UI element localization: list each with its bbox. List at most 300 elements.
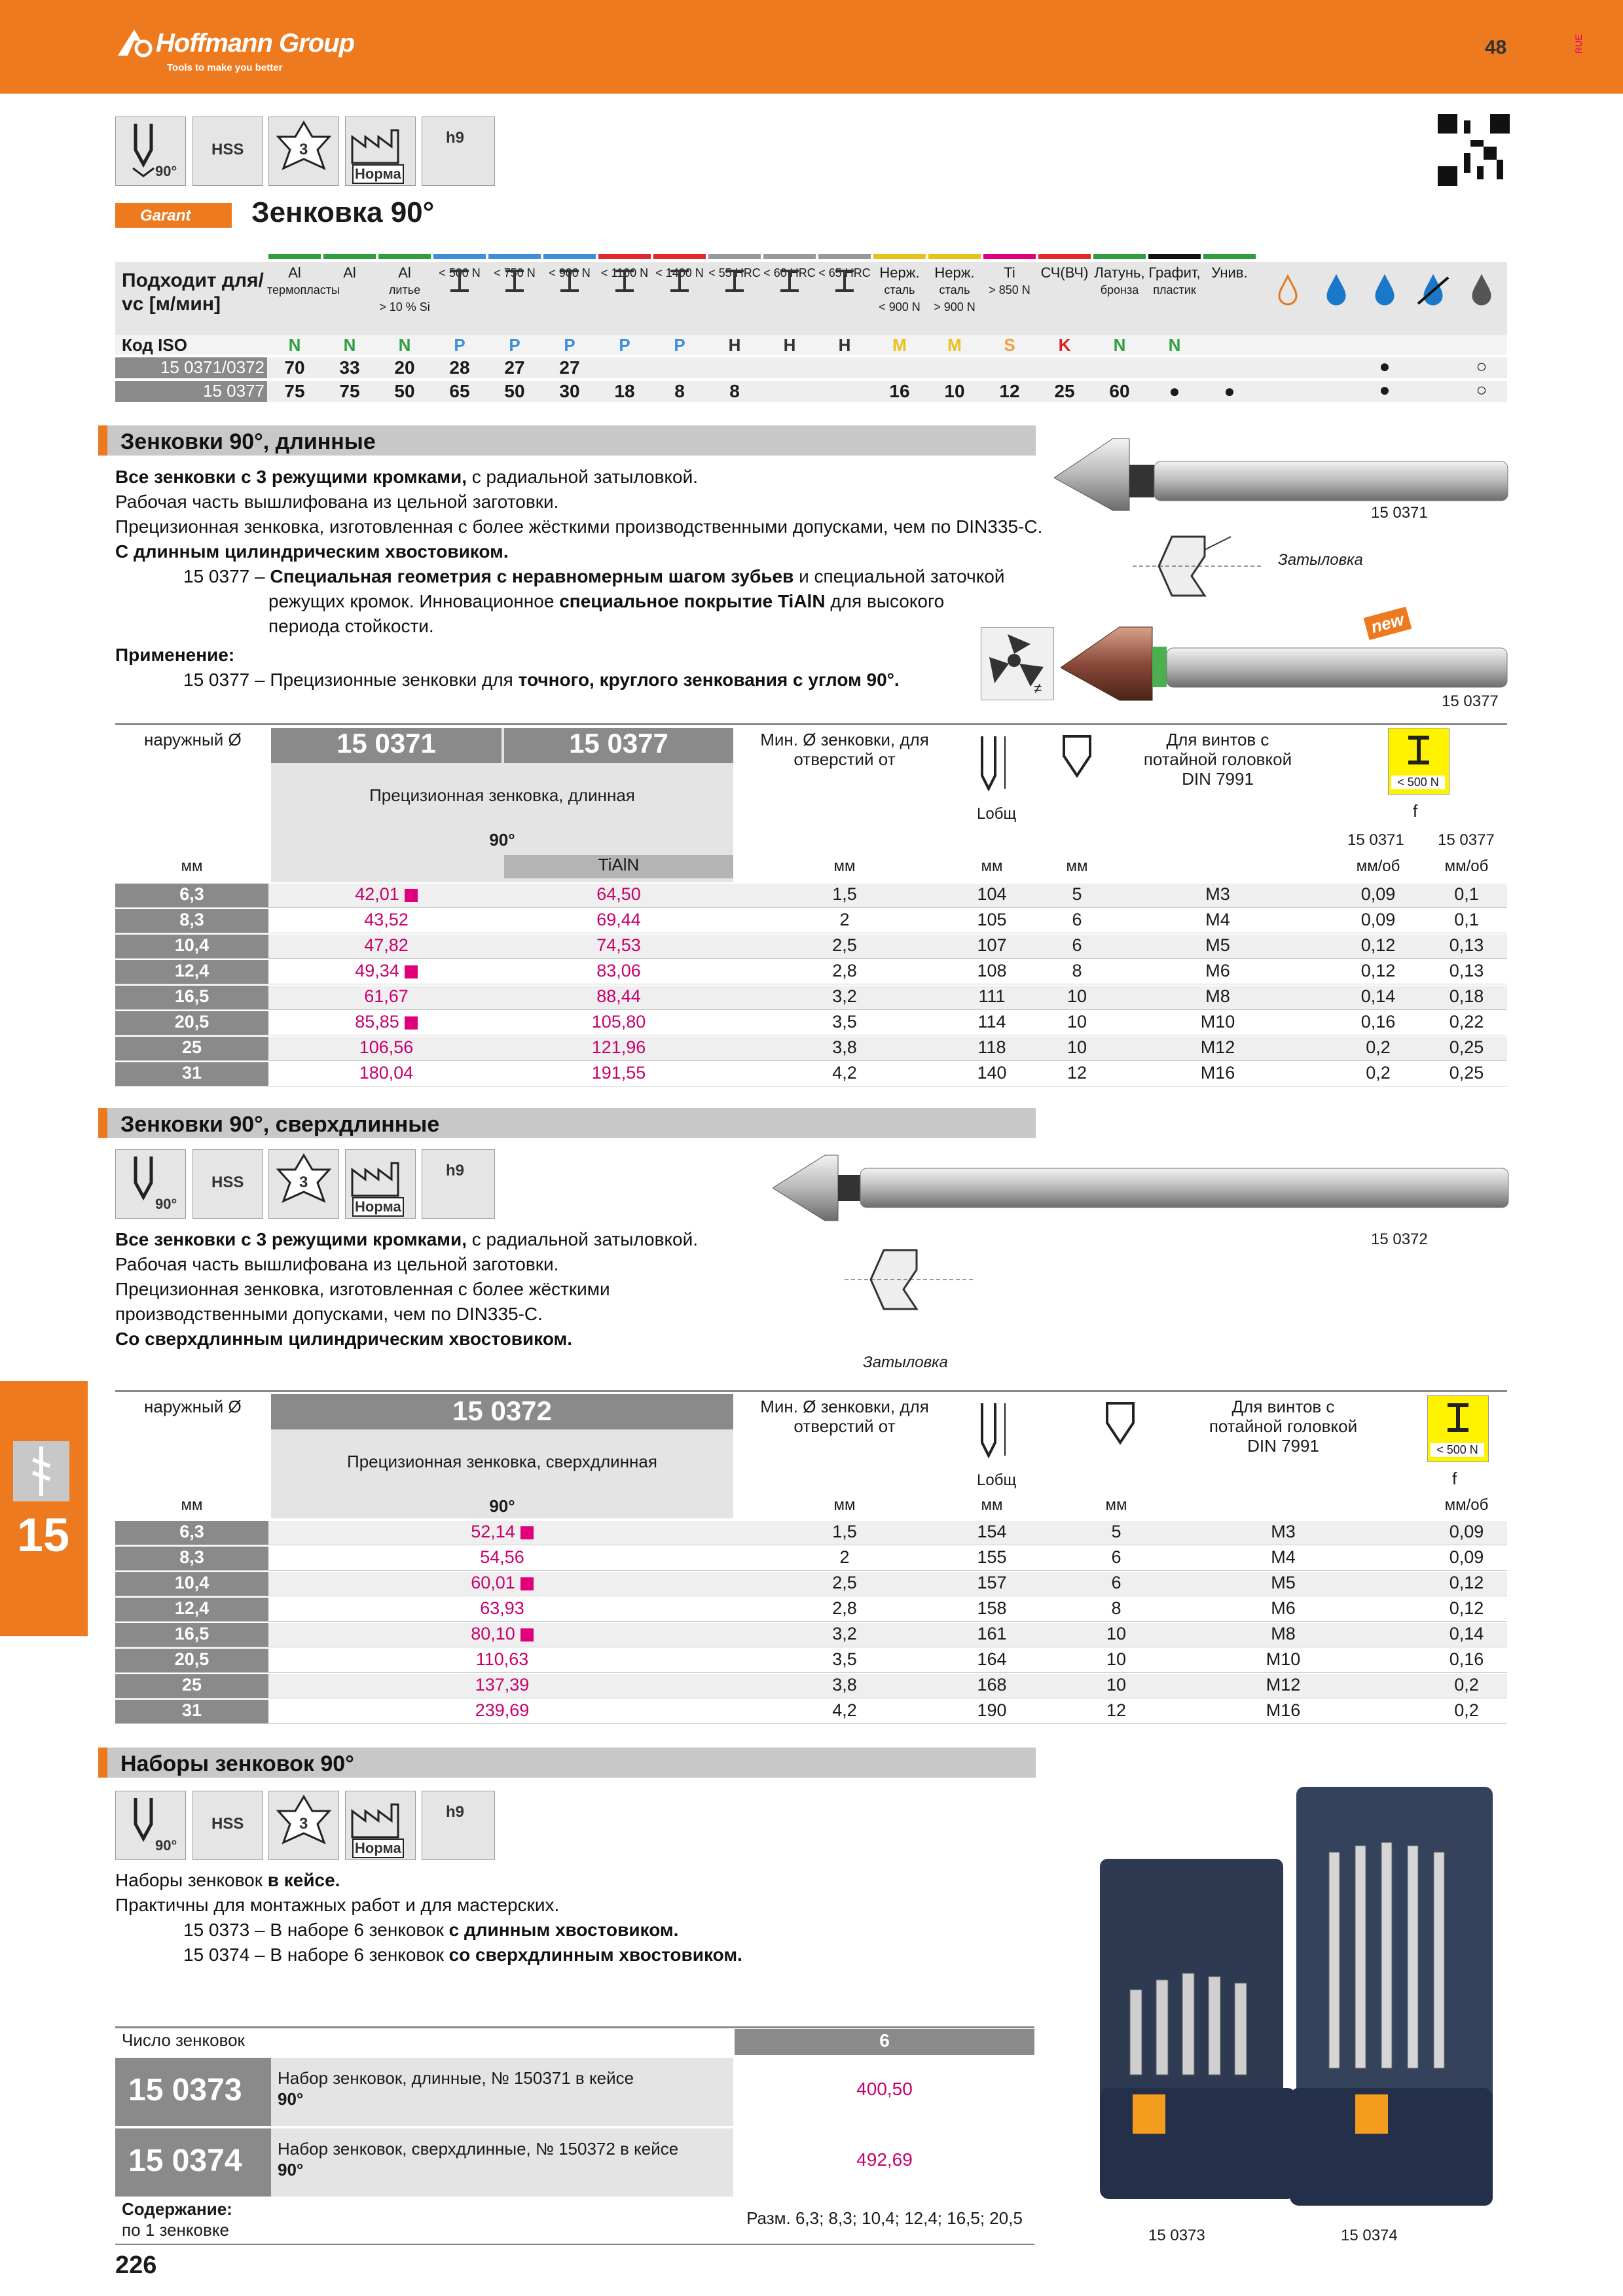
set1-desc: Набор зенковок, длинные, № 150371 в кейсе bbox=[278, 2068, 634, 2088]
t2-outer-label: наружный Ø bbox=[144, 1397, 242, 1416]
countersink-diameter-value: 10 bbox=[1106, 1624, 1127, 1643]
row1-label: 15 0371/0372 bbox=[160, 357, 264, 377]
iso-code: P bbox=[564, 335, 575, 355]
screw-size bbox=[1198, 1649, 1368, 1670]
countersink-diameter-value: 10 bbox=[1067, 1037, 1087, 1057]
t1-outer-label: наружный Ø bbox=[144, 730, 242, 749]
price-150372 bbox=[271, 1624, 733, 1644]
angle-90-icon-3 bbox=[115, 1791, 186, 1860]
min-hole-diameter bbox=[759, 1012, 930, 1032]
steel-beam-icon bbox=[613, 268, 636, 293]
outer-diameter bbox=[115, 1649, 268, 1670]
countersink-case-sets-image bbox=[1074, 1780, 1519, 2225]
material-column-11 bbox=[872, 264, 927, 315]
t1-screw-label: Для винтов с потайной головкой DIN 7991 bbox=[1143, 730, 1292, 789]
material-color-1 bbox=[323, 254, 376, 259]
material-col-sub: термопласты bbox=[267, 283, 340, 296]
material-col-top: Унив. bbox=[1211, 264, 1248, 281]
iso-code: P bbox=[674, 335, 685, 355]
min-hole-diameter-value: 1,5 bbox=[832, 1522, 857, 1541]
total-length-value: 190 bbox=[977, 1700, 1007, 1720]
min-hole-diameter bbox=[759, 910, 930, 930]
min-hole-diameter bbox=[759, 1624, 930, 1644]
cutting-speed-value: 25 bbox=[1054, 381, 1075, 401]
flutes-count-2: 3 bbox=[299, 1174, 308, 1191]
flutes-count-3: 3 bbox=[299, 1815, 308, 1833]
total-length-value: 168 bbox=[977, 1675, 1007, 1695]
material-col-sub2: < 900 N bbox=[879, 300, 921, 314]
cutting-speed-value: ● bbox=[1169, 381, 1180, 401]
qr-code-icon[interactable] bbox=[1438, 114, 1510, 186]
cutting-speed-value: 75 bbox=[284, 381, 305, 401]
material-column-12 bbox=[927, 264, 982, 315]
angle-label-2: 90° bbox=[155, 1196, 177, 1212]
price-150371 bbox=[271, 884, 501, 905]
t1-f-col2: 15 0377 bbox=[1438, 831, 1495, 849]
set2-price: 492,69 bbox=[856, 2149, 913, 2170]
screw-size-value: M16 bbox=[1200, 1063, 1235, 1083]
total-length-value: 111 bbox=[978, 986, 1006, 1006]
total-length-value: 161 bbox=[977, 1624, 1007, 1643]
unit-label: мм bbox=[1066, 857, 1088, 875]
iso-code: N bbox=[398, 335, 411, 355]
relief-diagram-icon bbox=[1133, 517, 1264, 615]
material-color-8 bbox=[708, 254, 761, 259]
steel-beam-icon bbox=[668, 268, 691, 293]
screw-size bbox=[1139, 986, 1296, 1007]
s1-line1: с радиальной затыловкой. bbox=[466, 467, 699, 487]
hoffmann-logo-icon bbox=[115, 26, 154, 59]
tolerance-label: h9 bbox=[446, 129, 465, 147]
cutting-speed-value: 27 bbox=[559, 357, 580, 378]
s3-line1-bold: в кейсе. bbox=[267, 1870, 340, 1890]
material-color-4 bbox=[488, 254, 541, 259]
min-hole-diameter-value: 3,5 bbox=[832, 1012, 857, 1031]
min-hole-diameter-value: 2,8 bbox=[832, 961, 857, 980]
cutting-speed-value: 12 bbox=[999, 381, 1020, 401]
feed-150371-value: 0,09 bbox=[1360, 884, 1396, 904]
tolerance-icon-2 bbox=[422, 1149, 495, 1219]
min-hole-diameter bbox=[759, 1063, 930, 1083]
img-label-150372: 15 0372 bbox=[1371, 1230, 1428, 1248]
cutting-speed-value: ● bbox=[1224, 381, 1235, 401]
s3-line3-bold: с длинным хвостовиком. bbox=[448, 1920, 679, 1940]
material-color-9 bbox=[763, 254, 816, 259]
s1-line1-bold: Все зенковки с 3 режущими кромками, bbox=[115, 467, 467, 487]
img-label-150373: 15 0373 bbox=[1148, 2227, 1205, 2244]
price-150377 bbox=[504, 884, 733, 905]
total-length-value: 154 bbox=[977, 1522, 1007, 1541]
chapter-side-tab[interactable] bbox=[0, 1381, 88, 1636]
feed-150371-value: 0,2 bbox=[1366, 1037, 1391, 1057]
coolant-suitability: ● bbox=[1379, 380, 1391, 400]
min-hole-diameter bbox=[759, 1675, 930, 1695]
material-col-top: Графит, bbox=[1148, 264, 1201, 281]
countersink-diameter-value: 10 bbox=[1067, 986, 1087, 1006]
hss-label-3: HSS bbox=[211, 1815, 244, 1833]
feed-150372 bbox=[1427, 1624, 1506, 1644]
feed-150371-value: 0,09 bbox=[1360, 910, 1396, 929]
price-150371 bbox=[271, 1037, 501, 1058]
cutting-speed-value: 30 bbox=[559, 381, 580, 401]
material-col-sub2: < 1100 N bbox=[600, 266, 649, 279]
price-150371 bbox=[271, 1063, 501, 1083]
countersink-diameter-value: 6 bbox=[1072, 910, 1082, 929]
outer-diameter bbox=[115, 1573, 268, 1593]
screw-size bbox=[1139, 935, 1296, 956]
countersink-diameter-value: 5 bbox=[1111, 1522, 1122, 1541]
img-label-150374: 15 0374 bbox=[1341, 2227, 1398, 2244]
section-extralong-description bbox=[115, 1227, 835, 1352]
material-col-top: Латунь, bbox=[1094, 264, 1145, 281]
t1-coating: TiAlN bbox=[598, 855, 640, 874]
material-col-sub2: < 60 HRC bbox=[763, 266, 816, 279]
matrix-label-2: vc [м/мин] bbox=[122, 293, 221, 315]
material-col-sub2: > 850 N bbox=[989, 283, 1030, 296]
material-col-sub2: < 1400 N bbox=[655, 266, 704, 279]
feed-150371 bbox=[1336, 961, 1421, 981]
material-color-6 bbox=[598, 254, 651, 259]
total-length-value: 118 bbox=[977, 1037, 1006, 1057]
min-hole-diameter bbox=[759, 884, 930, 905]
material-color-5 bbox=[543, 254, 596, 259]
feed-150371 bbox=[1336, 1063, 1421, 1083]
feed-150377 bbox=[1427, 884, 1506, 905]
sets-top-rule bbox=[115, 2026, 1034, 2028]
min-hole-diameter-value: 2,8 bbox=[832, 1598, 857, 1618]
s3-line4: В наборе 6 зенковок bbox=[270, 1945, 449, 1965]
feed-150371 bbox=[1336, 910, 1421, 930]
iso-label: Код ISO bbox=[122, 335, 187, 355]
min-hole-diameter-value: 3,2 bbox=[832, 1624, 857, 1643]
material-column-15 bbox=[1092, 264, 1147, 298]
screw-size-value: M10 bbox=[1266, 1649, 1301, 1669]
screw-size bbox=[1198, 1547, 1368, 1568]
t1-f-col1: 15 0371 bbox=[1347, 831, 1404, 849]
min-hole-diameter-value: 2 bbox=[839, 1547, 850, 1567]
iso-code: H bbox=[838, 335, 851, 355]
price-150377 bbox=[504, 986, 733, 1007]
screw-size bbox=[1198, 1573, 1368, 1593]
outer-diameter-value: 8,3 bbox=[179, 1547, 204, 1567]
iso-code: H bbox=[783, 335, 796, 355]
countersink-diameter bbox=[1041, 884, 1113, 905]
screw-size-value: M12 bbox=[1266, 1675, 1301, 1695]
in-stock-marker-icon bbox=[405, 965, 418, 978]
unit-label: мм bbox=[833, 1496, 856, 1514]
set1-price: 400,50 bbox=[856, 2079, 913, 2099]
price-150377 bbox=[504, 1012, 733, 1032]
feed-150377-value: 0,18 bbox=[1449, 986, 1484, 1006]
feed-150372-value: 0,09 bbox=[1449, 1522, 1484, 1541]
feed-150371-value: 0,14 bbox=[1360, 986, 1396, 1006]
outer-diameter bbox=[115, 935, 268, 956]
countersink-long-image bbox=[1054, 432, 1512, 517]
feed-150377 bbox=[1427, 935, 1506, 956]
price-150372 bbox=[271, 1598, 733, 1619]
cutting-speed-value: 20 bbox=[394, 357, 415, 378]
material-col-sub: сталь bbox=[884, 283, 915, 296]
iso-code: N bbox=[343, 335, 356, 355]
material-color-7 bbox=[653, 254, 706, 259]
set2-angle: 90° bbox=[278, 2160, 304, 2179]
total-length bbox=[956, 935, 1028, 956]
feed-150372 bbox=[1427, 1598, 1506, 1619]
img-label-150377: 15 0377 bbox=[1442, 692, 1499, 710]
norm-label: Норма bbox=[352, 164, 404, 184]
min-hole-diameter bbox=[759, 1037, 930, 1058]
price-150371 bbox=[271, 910, 501, 930]
price-150377-value: 64,50 bbox=[596, 884, 641, 904]
price-150372 bbox=[271, 1700, 733, 1721]
norm-factory-icon bbox=[345, 117, 416, 186]
sets-count-label: Число зенковок bbox=[122, 2030, 245, 2050]
screw-size bbox=[1198, 1700, 1368, 1721]
spray-icon bbox=[1360, 271, 1409, 310]
total-length bbox=[956, 1522, 1028, 1542]
material-column-16 bbox=[1147, 264, 1202, 298]
outer-diameter-value: 31 bbox=[181, 1700, 202, 1720]
feed-150372-value: 0,14 bbox=[1449, 1624, 1484, 1643]
hss-label-2: HSS bbox=[211, 1174, 244, 1191]
min-hole-diameter bbox=[759, 986, 930, 1007]
t2-angle: 90° bbox=[489, 1496, 515, 1516]
section-extralong-title: Зенковки 90°, сверхдлинные bbox=[120, 1112, 440, 1137]
iso-code: P bbox=[454, 335, 465, 355]
feed-150377 bbox=[1427, 961, 1506, 981]
feed-150371-value: 0,12 bbox=[1360, 935, 1396, 955]
outer-diameter bbox=[115, 884, 268, 905]
price-150371-value: 85,85 bbox=[355, 1012, 399, 1031]
outer-diameter-value: 12,4 bbox=[174, 961, 210, 980]
material-col-sub2: < 750 N bbox=[494, 266, 536, 279]
feed-150372 bbox=[1427, 1522, 1506, 1542]
min-hole-diameter bbox=[759, 935, 930, 956]
cutting-speed-value: 16 bbox=[889, 381, 910, 401]
sets-content-value: Разм. 6,3; 8,3; 10,4; 12,4; 16,5; 20,5 bbox=[746, 2208, 1023, 2228]
countersink-diameter bbox=[1041, 935, 1113, 956]
price-150377 bbox=[504, 961, 733, 981]
material-col-top: Al bbox=[398, 264, 411, 281]
material-column-14 bbox=[1037, 264, 1092, 281]
tolerance-icon-3 bbox=[422, 1791, 495, 1860]
brand-tagline: Tools to make you better bbox=[167, 62, 283, 73]
min-hole-diameter-value: 3,5 bbox=[832, 1649, 857, 1669]
unit-label: мм bbox=[181, 1496, 203, 1514]
price-150371-value: 180,04 bbox=[359, 1063, 414, 1083]
total-length bbox=[956, 1624, 1028, 1644]
t2-description: Прецизионная зенковка, сверхдлинная bbox=[347, 1452, 657, 1471]
material-col-top: Нерж. bbox=[879, 264, 920, 281]
outer-diameter-value: 6,3 bbox=[179, 1522, 204, 1541]
t2-screw-label: Для винтов с потайной головкой DIN 7991 bbox=[1209, 1397, 1358, 1456]
price-150377-value: 88,44 bbox=[596, 986, 641, 1006]
countersink-diameter bbox=[1080, 1675, 1152, 1695]
feed-150372-value: 0,2 bbox=[1454, 1675, 1479, 1695]
feed-150377-value: 0,1 bbox=[1454, 884, 1479, 904]
section-long-title: Зенковки 90°, длинные bbox=[120, 429, 376, 454]
total-length bbox=[956, 1675, 1028, 1695]
price-150372-value: 110,63 bbox=[475, 1649, 529, 1669]
price-150377-value: 105,80 bbox=[591, 1012, 646, 1031]
price-150372-value: 137,39 bbox=[475, 1675, 530, 1695]
steel-beam-icon bbox=[723, 268, 746, 293]
row2-label: 15 0377 bbox=[203, 381, 264, 401]
coolant-suitability: ○ bbox=[1476, 380, 1487, 400]
angle-90-icon bbox=[115, 117, 186, 186]
s1-line8-code: 15 0377 – bbox=[183, 670, 265, 690]
cutting-speed-value: 65 bbox=[449, 381, 470, 401]
material-col-sub2: > 900 N bbox=[934, 300, 976, 314]
t2-col-150372: 15 0372 bbox=[452, 1395, 552, 1426]
section-long-description bbox=[115, 465, 1097, 692]
outer-diameter bbox=[115, 1012, 268, 1032]
outer-diameter-value: 10,4 bbox=[174, 1573, 210, 1592]
section-long-header bbox=[98, 425, 1036, 456]
set2-desc: Набор зенковок, сверхдлинные, № 150372 в кейсе bbox=[278, 2139, 679, 2159]
countersink-diameter-icon bbox=[1054, 730, 1100, 795]
outer-diameter-value: 31 bbox=[181, 1063, 202, 1083]
outer-diameter bbox=[115, 1700, 268, 1721]
material-col-sub2: < 55 HRC bbox=[708, 266, 761, 279]
material-column-17 bbox=[1202, 264, 1257, 281]
material-col-sub2: < 500 N bbox=[439, 266, 481, 279]
min-hole-diameter-value: 4,2 bbox=[832, 1700, 857, 1720]
flutes-count: 3 bbox=[299, 141, 308, 158]
screw-size-value: M5 bbox=[1205, 935, 1230, 955]
section-sets-description bbox=[115, 1868, 1032, 1967]
unit-label: мм/об bbox=[1444, 857, 1489, 875]
material-col-top: Нерж. bbox=[934, 264, 975, 281]
material-col-top: СЧ(ВЧ) bbox=[1040, 264, 1089, 281]
t1-col-150377: 15 0377 bbox=[569, 728, 668, 759]
material-color-12 bbox=[928, 254, 981, 259]
new-badge: new bbox=[1364, 607, 1412, 640]
garant-logo bbox=[115, 203, 232, 228]
in-stock-marker-icon bbox=[520, 1577, 534, 1590]
price-150377-value: 69,44 bbox=[596, 910, 641, 929]
feed-150377 bbox=[1427, 1012, 1506, 1032]
outer-diameter bbox=[115, 1522, 268, 1542]
s1-line5-bold: Специальная геометрия с неравномерным шагом зубьев bbox=[270, 566, 794, 586]
price-150371 bbox=[271, 986, 501, 1007]
feed-150372 bbox=[1427, 1675, 1506, 1695]
norm-factory-icon-3 bbox=[345, 1791, 416, 1860]
hss-material-icon bbox=[192, 117, 263, 186]
countersink-diameter bbox=[1080, 1522, 1152, 1542]
s1-application-title: Применение: bbox=[115, 645, 235, 665]
relief-label: Затыловка bbox=[1278, 551, 1363, 569]
countersink-diameter bbox=[1041, 1012, 1113, 1032]
hss-label: HSS bbox=[211, 141, 244, 158]
steel-beam-icon bbox=[448, 268, 471, 293]
total-length-value: 164 bbox=[977, 1649, 1007, 1669]
total-length-value: 158 bbox=[977, 1598, 1007, 1618]
feed-150371 bbox=[1336, 986, 1421, 1007]
price-150377 bbox=[504, 935, 733, 956]
material-color-11 bbox=[873, 254, 926, 259]
countersink-diameter bbox=[1080, 1624, 1152, 1644]
countersink-diameter bbox=[1080, 1649, 1152, 1670]
section-sets-title: Наборы зенковок 90° bbox=[120, 1751, 354, 1776]
min-hole-diameter bbox=[759, 1547, 930, 1568]
iso-code: N bbox=[288, 335, 301, 355]
s3-line3-code: 15 0373 – bbox=[183, 1920, 265, 1940]
material-color-14 bbox=[1038, 254, 1091, 259]
material-col-sub2: > 10 % Si bbox=[379, 300, 430, 314]
feed-150377-value: 0,22 bbox=[1449, 1012, 1484, 1031]
countersink-diameter-value: 5 bbox=[1072, 884, 1082, 904]
feed-150372 bbox=[1427, 1547, 1506, 1568]
s1-line7: периода стойкости. bbox=[268, 616, 434, 636]
oil-drop-icon bbox=[1264, 271, 1312, 310]
s1-line5-rest: и специальной заточкой bbox=[793, 566, 1005, 586]
feed-150377-value: 0,25 bbox=[1449, 1037, 1484, 1057]
s1-line4: С длинным цилиндрическим хвостовиком. bbox=[115, 541, 509, 562]
material-color-0 bbox=[268, 254, 321, 259]
t2-n500-label: < 500 N bbox=[1431, 1443, 1484, 1457]
outer-diameter-value: 20,5 bbox=[174, 1012, 210, 1031]
price-150372-value: 52,14 bbox=[471, 1522, 515, 1541]
s1-line8: Прецизионные зенковки для bbox=[270, 670, 519, 690]
total-length-value: 155 bbox=[977, 1547, 1007, 1567]
price-150377-value: 74,53 bbox=[596, 935, 641, 955]
catalog-page-number: 48 bbox=[1485, 37, 1507, 58]
garant-brand: Garant bbox=[140, 207, 191, 224]
flutes-icon-3 bbox=[268, 1791, 339, 1860]
feed-150377-value: 0,13 bbox=[1449, 935, 1484, 955]
min-hole-diameter-value: 1,5 bbox=[832, 884, 857, 904]
outer-diameter-value: 8,3 bbox=[179, 910, 204, 929]
total-length bbox=[956, 961, 1028, 981]
countersink-diameter bbox=[1080, 1598, 1152, 1619]
svg-text:≠: ≠ bbox=[1034, 680, 1042, 696]
total-length bbox=[956, 884, 1028, 905]
material-col-top: Ti bbox=[1004, 264, 1015, 281]
table1-top-rule bbox=[115, 723, 1507, 725]
countersink-diameter-value: 10 bbox=[1106, 1675, 1127, 1695]
feed-150377 bbox=[1427, 1063, 1506, 1083]
set1-code: 15 0373 bbox=[128, 2073, 242, 2108]
feed-150377-value: 0,25 bbox=[1449, 1063, 1484, 1083]
s2-line2: Рабочая часть вышлифована из цельной заготовки. bbox=[115, 1254, 559, 1274]
countersink-diameter-value: 6 bbox=[1111, 1573, 1122, 1592]
s2-line3b: производственными допусками, чем по DIN335-C. bbox=[115, 1304, 543, 1324]
material-color-10 bbox=[818, 254, 871, 259]
iso-code: P bbox=[619, 335, 630, 355]
feed-150372-value: 0,2 bbox=[1454, 1700, 1479, 1720]
flutes-icon bbox=[268, 117, 339, 186]
coolant-suitability: ● bbox=[1379, 356, 1391, 376]
feed-150377 bbox=[1427, 910, 1506, 930]
material-column-2 bbox=[377, 264, 432, 315]
s2-line1: с радиальной затыловкой. bbox=[466, 1229, 699, 1249]
outer-diameter bbox=[115, 1037, 268, 1058]
countersink-diameter-value: 8 bbox=[1072, 961, 1082, 980]
material-col-top: Al bbox=[288, 264, 301, 281]
cutting-speed-value: 75 bbox=[339, 381, 360, 401]
feed-150372-value: 0,12 bbox=[1449, 1598, 1484, 1618]
outer-diameter-value: 10,4 bbox=[174, 935, 210, 955]
price-150377-value: 191,55 bbox=[591, 1063, 646, 1083]
screw-size bbox=[1198, 1624, 1368, 1644]
total-length-value: 107 bbox=[977, 935, 1007, 955]
t2-lobs-label: Lобщ bbox=[977, 1471, 1017, 1489]
unit-label: мм bbox=[1105, 1496, 1127, 1514]
price-150372 bbox=[271, 1649, 733, 1670]
price-150372 bbox=[271, 1522, 733, 1542]
countersink-diameter-value: 10 bbox=[1067, 1012, 1087, 1031]
